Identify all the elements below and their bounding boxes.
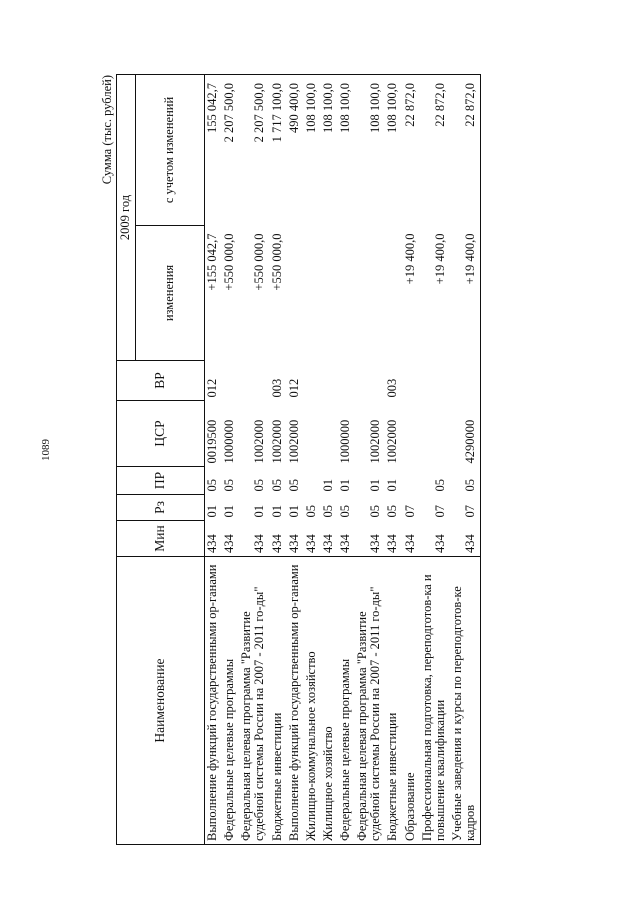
table-row [420,74,450,844]
cell-pr: 01 [338,479,352,492]
cell-min: 434 [338,534,352,553]
cell-min: 434 [368,534,383,553]
cell-total: 22 872,0 [403,74,420,225]
cell-rz: 07 [450,495,481,521]
unit-caption: Сумма (тыс. рублей) [100,75,114,185]
cell-vr: 012 [205,378,219,398]
cell-name: Выполнение функций государственными ор-ганами [205,557,223,845]
page-number: 1089 [40,439,52,461]
cell-vr [403,361,420,401]
table-row [304,74,321,844]
table-row [403,74,420,844]
cell-rz: 07 [402,505,417,518]
cell-min: 434 [402,534,417,553]
header-with-changes: с учетом изменений [136,74,205,225]
table-header [117,74,205,844]
cell-total: 108 100,0 [321,74,338,225]
cell-csr: 0019500 [205,419,219,464]
cell-pr: 05 [269,479,284,492]
cell-vr [338,361,355,401]
cell-csr: 1000000 [338,419,352,464]
cell-name: Федеральная целевая программа "Развитие судебной системы России на 2007 - 2011 го-ды" [355,557,385,845]
cell-min: 434 [432,534,447,553]
cell-rz: 07 [432,505,447,518]
table-row [287,74,304,844]
cell-total: 1 717 100,0 [270,74,287,225]
cell-name: Образование [403,557,420,845]
cell-change: +550 000,0 [252,233,267,291]
cell-change [287,226,304,361]
table-row [321,74,338,844]
cell-vr: 003 [269,378,284,398]
cell-change: +550 000,0 [269,233,284,291]
cell-csr [321,401,338,467]
cell-vr [420,361,450,401]
cell-rz: 05 [385,505,400,518]
cell-total: 108 100,0 [304,74,321,225]
cell-name: Бюджетные инвестиции [385,557,402,845]
cell-vr [355,361,385,401]
cell-pr: 05 [432,479,447,492]
cell-pr: 05 [205,479,219,492]
cell-change [338,226,355,361]
cell-min: 434 [222,534,237,553]
cell-total: 2 207 500,0 [239,74,269,225]
cell-csr: 1002000 [286,419,301,464]
header-pr: ПР [117,467,205,495]
header-vr: ВР [117,361,205,401]
cell-vr [450,361,481,401]
cell-csr: 1002000 [385,419,400,464]
table-row [205,74,223,844]
cell-rz: 05 [338,505,352,518]
cell-name: Жилищное хозяйство [321,557,338,845]
header-changes: изменения [136,226,205,361]
cell-rz: 05 [303,505,318,518]
cell-vr [239,361,269,401]
cell-rz: 05 [368,505,383,518]
cell-pr: 01 [385,479,400,492]
cell-pr: 05 [252,479,267,492]
cell-vr [222,361,239,401]
cell-change [385,226,402,361]
cell-total: 2 207 500,0 [222,74,239,225]
cell-change: +155 042,7 [205,233,219,291]
cell-csr: 1002000 [368,419,383,464]
cell-csr: 1000000 [222,419,237,464]
cell-pr: 05 [222,479,237,492]
table-row [450,74,481,844]
cell-min: 434 [205,534,219,553]
rotated-page-content [100,75,640,845]
header-rz: Рз [117,495,205,521]
header-min: Мин [117,521,205,557]
cell-csr [420,401,450,467]
cell-vr [321,361,338,401]
cell-total: 108 100,0 [338,74,355,225]
cell-pr [403,467,420,495]
cell-change: +550 000,0 [222,233,237,291]
cell-name: Выполнение функций государственными ор-ганами [287,557,304,845]
cell-change: +19 400,0 [432,233,447,285]
cell-total: 22 872,0 [450,74,481,225]
cell-total: 490 400,0 [287,74,304,225]
cell-change: +19 400,0 [450,226,481,361]
cell-name: Федеральные целевые программы [338,557,355,845]
table-row [385,74,402,844]
cell-csr [403,401,420,467]
cell-min: 434 [385,534,400,553]
cell-total: 108 100,0 [355,74,385,225]
cell-pr: 05 [286,479,301,492]
cell-rz: 01 [269,505,284,518]
cell-csr [304,401,321,467]
cell-pr: 01 [368,479,383,492]
cell-name: Учебные заведения и курсы по переподготов-ке кадров [450,557,481,845]
cell-name: Жилищно-коммунальное хозяйство [304,557,321,845]
cell-csr: 1002000 [252,419,267,464]
table-row [270,74,287,844]
cell-change [321,226,338,361]
cell-pr: 05 [450,467,481,495]
cell-csr: 1002000 [269,419,284,464]
cell-name: Бюджетные инвестиции [270,557,287,845]
cell-total: 155 042,7 [205,74,223,225]
cell-min: 434 [303,534,318,553]
cell-min: 434 [286,534,301,553]
table-row [338,74,355,844]
table-body [205,74,481,844]
cell-name: Федеральная целевая программа "Развитие судебной системы России на 2007 - 2011 го-ды" [239,557,269,845]
cell-change [355,226,385,361]
cell-vr [304,361,321,401]
cell-rz: 01 [252,505,267,518]
table-row [239,74,269,844]
cell-rz: 01 [286,505,301,518]
cell-rz: 01 [205,505,219,518]
table-row [222,74,239,844]
budget-table [116,74,481,845]
header-csr: ЦСР [117,401,205,467]
cell-pr: 01 [320,479,335,492]
cell-min: 434 [269,534,284,553]
cell-vr: 003 [385,378,400,398]
cell-total: 108 100,0 [385,74,402,225]
cell-pr [304,467,321,495]
cell-change [304,226,321,361]
header-name: Наименование [117,557,205,845]
table-row [355,74,385,844]
cell-rz: 01 [222,505,237,518]
cell-rz: 05 [320,505,335,518]
header-year: 2009 год [117,74,136,360]
cell-total: 22 872,0 [420,74,450,225]
cell-min: 434 [320,534,335,553]
cell-name: Федеральные целевые программы [222,557,239,845]
cell-change: +19 400,0 [402,233,417,285]
cell-name: Профессиональная подготовка, переподготов-ка и повышение квалификации [420,557,450,845]
cell-vr: 012 [286,378,301,398]
cell-min: 434 [252,534,267,553]
cell-csr: 4290000 [450,401,481,467]
cell-min: 434 [450,521,481,557]
